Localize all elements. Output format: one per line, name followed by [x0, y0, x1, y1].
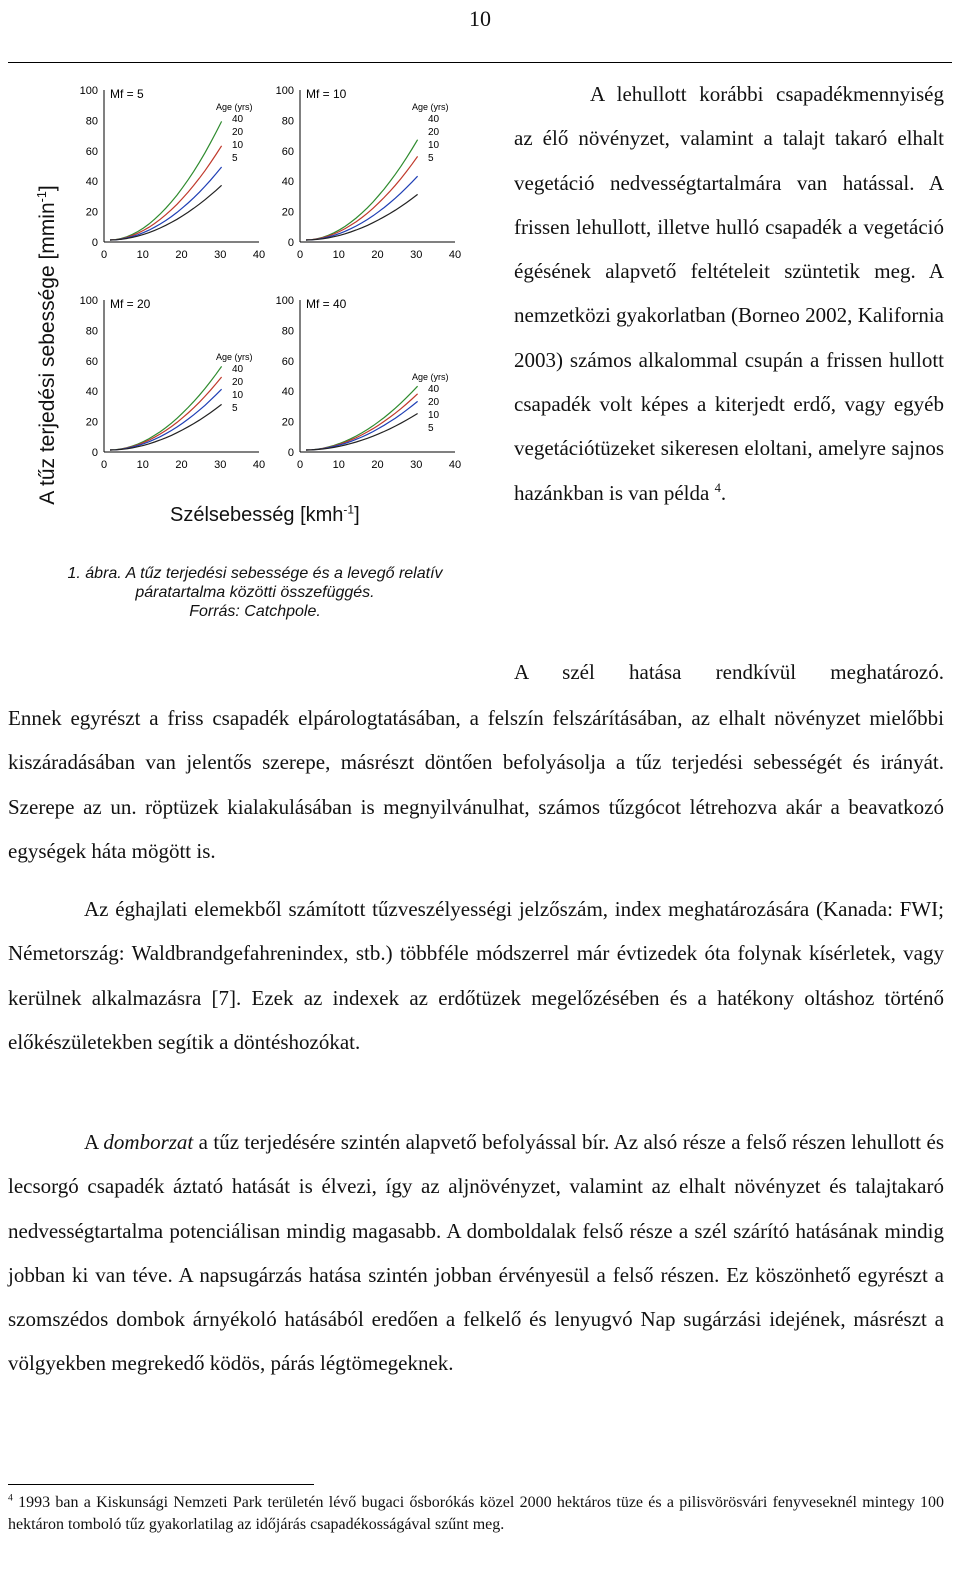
mf-label: Mf = 5	[110, 87, 144, 101]
x-tick-label: 10	[136, 459, 149, 471]
age-label: 10	[232, 390, 244, 401]
footnote-ref: 4	[714, 480, 721, 495]
age-title: Age (yrs)	[412, 372, 449, 382]
series-curve-20	[306, 394, 418, 450]
caption-line-1: 1. ábra. A tűz terjedési sebessége és a levegő relatív	[67, 565, 443, 582]
y-tick-label: 0	[91, 447, 98, 459]
series-curve-40	[110, 121, 222, 240]
y-tick-label: 20	[281, 206, 294, 219]
series-curve-5	[110, 185, 222, 240]
x-tick-label: 10	[332, 459, 345, 471]
x-tick-label: 0	[100, 459, 108, 471]
y-tick-label: 0	[287, 237, 294, 249]
wind-paragraph: Ennek egyrészt a friss csapadék elpárologtatásában, a felszín felszárításában, az elhalt növényzet mielőbbi kiszáradásában van jelentős szerepe, másrészt döntően befolyásolja a tűz terjedési sebességét és irányát. Szerepe az un. röptüzek kialakulásában is megnyilvánulhat, számos tűzgócot létrehozva akár a beavatkozó egységek háta mögött is.	[8, 706, 944, 863]
caption-line-3: Forrás: Catchpole.	[189, 603, 321, 620]
age-label: 40	[232, 114, 244, 125]
age-label: 20	[428, 397, 440, 408]
age-title: Age (yrs)	[216, 102, 253, 112]
x-tick-label: 0	[296, 459, 304, 471]
x-tick-label: 10	[136, 249, 149, 261]
y-tick-label: 100	[79, 85, 98, 97]
y-tick-label: 40	[85, 176, 98, 189]
footnote-rule	[8, 1484, 314, 1485]
y-tick-label: 60	[281, 355, 294, 368]
y-tick-label: 80	[281, 325, 294, 338]
age-label: 10	[428, 410, 440, 421]
x-tick-label: 30	[410, 459, 423, 471]
figure	[0, 68, 500, 648]
y-tick-label: 0	[287, 447, 294, 459]
footnote: $^4$ 1993 ban a Kiskunsági Nemzeti Park területén lévő bugaci ősborókás közel 2000 hektáros tüze és a pilisvörösvári fenyveseknél mintegy 100 hektáron tomboló tűz gyakorlatilag az időjárás csapadékosságával szűnt meg.	[8, 1492, 944, 1533]
x-tick-label: 20	[371, 459, 384, 471]
x-tick-label: 30	[410, 249, 423, 261]
age-label: 5	[428, 153, 434, 164]
index-paragraph: Az éghajlati elemekből számított tűzveszélyességi jelzőszám, index meghatározására (Kanada: FWI; Németország: Waldbrandgefahrenindex, stb.) többféle módszerrel már évtizedek óta folynak kísérletek, vagy kerülnek alkalmazásra [7]. Ezek az indexek az erdőtüzek megelőzésében és a hatékony oltáshoz történő előkészületekben segítik a döntéshozókat.	[8, 897, 944, 1054]
x-tick-label: 40	[252, 459, 266, 471]
age-label: 40	[428, 114, 440, 125]
mf-label: Mf = 40	[306, 297, 347, 311]
mf-label: Mf = 10	[306, 87, 347, 101]
age-label: 5	[428, 423, 434, 434]
y-tick-label: 80	[281, 115, 294, 128]
x-tick-label: 40	[448, 459, 462, 471]
series-curve-40	[306, 140, 418, 240]
age-label: 10	[232, 140, 244, 151]
mf-label: Mf = 20	[110, 297, 151, 311]
series-curve-10	[306, 176, 418, 240]
y-tick-label: 20	[281, 416, 294, 429]
series-curve-5	[306, 414, 418, 451]
relief-paragraph: A domborzat a tűz terjedésére szintén alapvető befolyással bír. Az alsó része a felső részen lehullott és lecsorgó csapadék áztató hatását is élvezi, így az aljnövényzet, valamint az elhalt növényzet és talajtakaró nedvességtartalma potenciálisan mindig magasabb. A domboldalak felső része a szél szárító hatásának mindig jobban ki van téve. A napsugárzás hatása szintén jobban érvényesül a felső részen. Ez köszönhető egyrészt a szomszédos dombok árnyékoló hatásából eredően a felkelő és lenyugvó Nap sugárzási idejének, másrészt a völgyekben megrekedő ködös, párás légtömegeknek.	[8, 1130, 945, 1376]
x-tick-label: 20	[371, 249, 384, 261]
relief-emphasis: domborzat	[103, 1130, 194, 1154]
page-number: 10	[469, 6, 491, 31]
age-label: 20	[232, 127, 244, 138]
y-tick-label: 20	[85, 206, 98, 219]
x-axis-label: Szélsebesség [kmh$^{-1}$]	[170, 502, 360, 526]
figure-caption	[20, 564, 490, 621]
age-title: Age (yrs)	[412, 102, 449, 112]
series-curve-10	[110, 167, 222, 240]
age-label: 20	[428, 127, 440, 138]
y-tick-label: 0	[91, 237, 98, 249]
x-tick-label: 20	[175, 459, 188, 471]
age-label: 20	[232, 377, 244, 388]
y-tick-label: 20	[85, 416, 98, 429]
y-tick-label: 80	[85, 325, 98, 338]
y-tick-label: 40	[281, 176, 294, 189]
series-curve-10	[110, 389, 222, 450]
right-column-text	[514, 72, 944, 515]
y-tick-label: 80	[85, 115, 98, 128]
x-tick-label: 40	[252, 249, 266, 261]
y-tick-label: 100	[275, 85, 294, 97]
x-tick-label: 40	[448, 249, 462, 261]
x-tick-label: 0	[296, 249, 304, 261]
age-label: 5	[232, 403, 238, 414]
y-tick-label: 100	[275, 295, 294, 307]
y-tick-label: 40	[281, 386, 294, 399]
header-rule	[8, 62, 952, 63]
y-tick-label: 60	[85, 145, 98, 158]
y-tick-label: 60	[281, 145, 294, 158]
y-tick-label: 40	[85, 386, 98, 399]
rain-paragraph: A lehullott korábbi csapadékmennyiség az élő növényzet, valamint a talajt takaró elhalt vegetáció nedvességtartalmára van hatással. A frissen lehullott, illetve hulló csapadék a vegetáció égésének alapvető feltételeit szüntetik meg. A nemzetközi gyakorlatban (Borneo 2002, Kalifornia 2003) számos alkalommal csupán a frissen hullott csapadék volt képes a kiterjedt erdő, vagy egyéb vegetációtüzeket sikeresen eloltani, amelyre sajnos hazánkban is van példa $^4$.	[514, 82, 944, 505]
y-tick-label: 100	[79, 295, 98, 307]
age-label: 40	[428, 384, 440, 395]
x-tick-label: 30	[214, 459, 227, 471]
y-tick-label: 60	[85, 355, 98, 368]
caption-line-2: páratartalma közötti összefüggés.	[135, 584, 375, 601]
age-label: 10	[428, 140, 440, 151]
x-tick-label: 20	[175, 249, 188, 261]
x-tick-label: 30	[214, 249, 227, 261]
plot-grid	[70, 76, 462, 494]
age-label: 40	[232, 364, 244, 375]
wind-paragraph-start: A szél hatása rendkívül meghatározó.	[514, 660, 944, 684]
x-tick-label: 0	[100, 249, 108, 261]
age-title: Age (yrs)	[216, 352, 253, 362]
x-tick-label: 10	[332, 249, 345, 261]
age-label: 5	[232, 153, 238, 164]
y-axis-label: A tűz terjedési sebessége [mmin$^{-1}$]	[35, 185, 59, 505]
